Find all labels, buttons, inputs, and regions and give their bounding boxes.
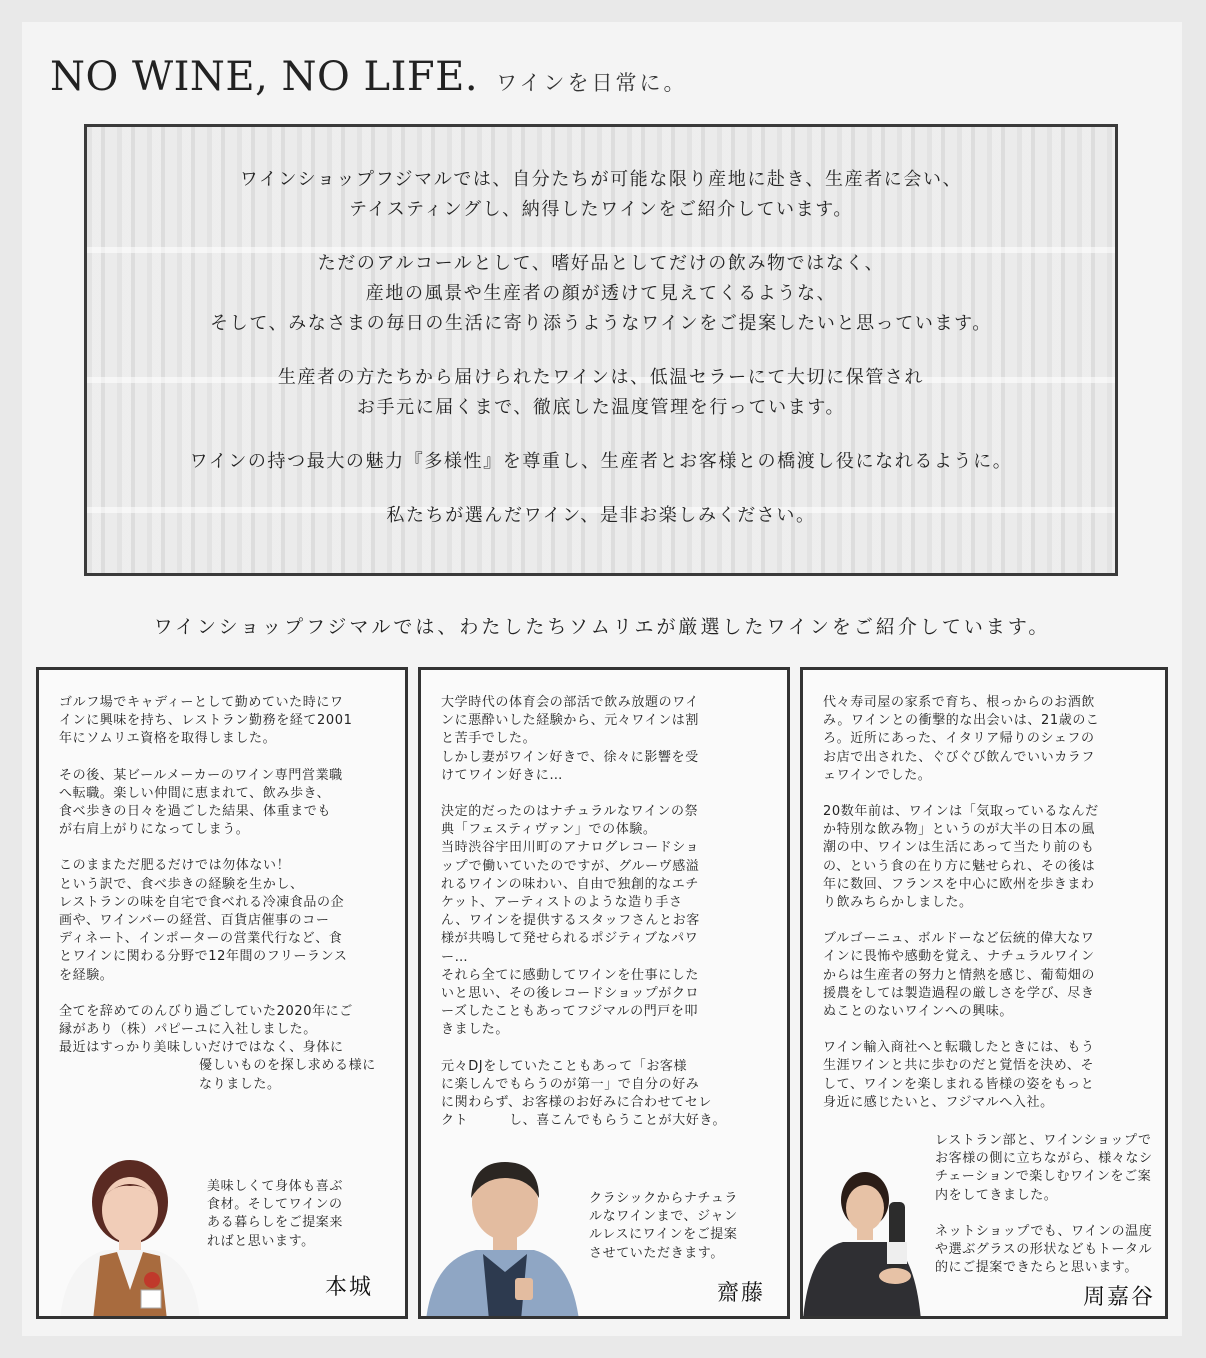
- caption-line: ルなワインまで、ジャン: [589, 1209, 738, 1225]
- intro-paragraph: [87, 363, 1115, 423]
- staff-caption: [207, 1178, 343, 1251]
- bio-line: れるワインの味わい、自由で独創的なエチ: [441, 876, 700, 892]
- intro-line: 私たちが選んだワイン、是非お楽しみください。: [386, 505, 816, 526]
- intro-line: お手元に届くまで、徹底した温度管理を行っています。: [356, 397, 846, 418]
- staff-name: 周嘉谷: [1083, 1285, 1156, 1310]
- bio-line: ゴルフ場でキャディーとして勤めていた時にワ: [59, 695, 344, 710]
- section-heading: ワインショップフジマルでは、わたしたちソムリエが厳選したワインをご紹介しています。: [153, 616, 1051, 638]
- intro-line: ただのアルコールとして、嗜好品としてだけの飲み物ではなく、: [317, 253, 885, 274]
- bio-paragraph: [59, 694, 387, 749]
- bio-line: 元々DJをしていたこともあって「お客様: [441, 1058, 688, 1074]
- intro-line: そして、みなさまの毎日の生活に寄り添うようなワインをご提案したいと思っています。: [210, 313, 992, 334]
- bio-line: 生涯ワインと共に歩むのだと覚悟を決め、そ: [823, 1058, 1095, 1074]
- bio-line: 食べ歩きの日々を過ごした結果、体重までも: [59, 804, 332, 820]
- bio-line: ディネート、インポーターの営業代行など、食: [59, 931, 343, 947]
- caption-line: クラシックからナチュラ: [589, 1191, 738, 1206]
- bio-line: 当時渋谷宇田川町のアナログレコードショ: [441, 840, 700, 856]
- caption-line: お客様の側に立ちながら、様々なシ: [935, 1151, 1153, 1167]
- intro-text: [87, 165, 1115, 555]
- bio-paragraph: [823, 694, 1147, 785]
- bio-line: 決定的だったのはナチュラルなワインの祭: [441, 804, 699, 820]
- bio-line: ろ。近所にあった、イタリア帰りのシェフの: [823, 731, 1095, 747]
- caption-line: させていただきます。: [589, 1245, 724, 1261]
- bio-line: 代々寿司屋の家系で育ち、根っからのお酒飲: [823, 695, 1096, 710]
- bio-line: が右肩上がりになってしまう。: [59, 822, 250, 838]
- staff-name: 齋藤: [717, 1281, 766, 1306]
- bio-line: ー…: [441, 949, 469, 965]
- bio-line: に楽しんでもらうのが第一」で自分の好み: [441, 1076, 700, 1092]
- bio-line: それら全てに感動してワインを仕事にした: [441, 967, 700, 983]
- bio-line: 潮の中、ワインは生活にあって当たり前のも: [823, 840, 1095, 856]
- bio-line: とワインに関わる分野で12年間のフリーランス: [59, 949, 348, 965]
- bio-line: り飲みちらかしました。: [823, 895, 973, 911]
- bio-line: ップで働いていたのですが、グルーヴ感溢: [441, 858, 700, 874]
- bio-paragraph: [59, 857, 387, 984]
- bio-line: 縁があり（株）パピーユに入社しました。: [59, 1022, 317, 1038]
- bio-line: 大学時代の体育会の部活で飲み放題のワイ: [441, 695, 700, 710]
- bio-line: その後、某ビールメーカーのワイン専門営業職: [59, 767, 343, 783]
- bio-line: ん、ワインを提供するスタッフさんとお客: [441, 913, 700, 929]
- intro-box: [84, 124, 1118, 576]
- caption-line: チェーションで楽しむワインをご案: [935, 1169, 1152, 1185]
- caption-line: ある暮らしをご提案来: [207, 1215, 344, 1231]
- bio-line: ブルゴーニュ、ボルドーなど伝統的偉大なワ: [823, 931, 1095, 947]
- bio-paragraph: [823, 930, 1147, 1021]
- caption-line: 的にご提案できたらと思います。: [935, 1260, 1138, 1276]
- bio-paragraph: [823, 803, 1147, 912]
- caption-line: や選ぶグラスの形状などもトータル: [935, 1242, 1153, 1258]
- header: [50, 54, 687, 100]
- intro-paragraph: [87, 249, 1115, 339]
- caption-line: ルレスにワインをご提案: [589, 1227, 738, 1243]
- staff-caption: [935, 1132, 1153, 1277]
- caption-line: 美味しくて身体も喜ぶ: [207, 1179, 344, 1194]
- bio-line: なりました。: [199, 1076, 281, 1092]
- intro-line: ワインショップフジマルでは、自分たちが可能な限り産地に赴き、生産者に会い、: [239, 169, 963, 190]
- caption-line: [935, 1205, 1153, 1223]
- bio-line: 画や、ワインバーの経営、百貨店催事のコー: [59, 913, 330, 929]
- bio-line: ーズしたこともあってフジマルの門戸を叩: [441, 1004, 699, 1020]
- bio-line: み。ワインとの衝撃的な出会いは、21歳のこ: [823, 713, 1100, 729]
- bio-line: 年に数回、フランスを中心に欧州を歩きまわ: [823, 876, 1095, 892]
- bio-line: いと思い、その後レコードショップがクロ: [441, 986, 700, 1002]
- bio-paragraph: [441, 1058, 769, 1131]
- bio-paragraph: [59, 1003, 387, 1058]
- page: [22, 22, 1182, 1336]
- intro-line: 産地の風景や生産者の顔が透けて見えてくるような、: [365, 283, 837, 304]
- bio-line: 20数年前は、ワインは「気取っているなんだ: [823, 804, 1099, 820]
- bio-line: ェワインでした。: [823, 767, 932, 783]
- bio-line: ぬことのないワインへの興味。: [823, 1004, 1014, 1020]
- bio-line: けてワイン好きに…: [441, 767, 564, 783]
- bio-line: インに興味を持ち、レストラン勤務を経て2001: [59, 713, 353, 729]
- staff-card-sugaya: [800, 667, 1168, 1319]
- bio-line: 身近に感じたいと、フジマルへ入社。: [823, 1094, 1054, 1110]
- bio-line: 年にソムリエ資格を取得しました。: [59, 731, 277, 747]
- bio-line: ンに悪酔いした経験から、元々ワインは割: [441, 713, 700, 729]
- bio-paragraph: [441, 803, 769, 1040]
- intro-line: テイスティングし、納得したワインをご紹介しています。: [348, 199, 854, 220]
- bio-paragraph: [823, 1039, 1147, 1112]
- bio-line: きました。: [441, 1022, 510, 1038]
- bio-line: を経験。: [59, 967, 114, 983]
- staff-caption: [589, 1190, 738, 1263]
- staff-card-honjo: [36, 667, 408, 1319]
- bio-paragraph: [59, 767, 387, 840]
- bio-line: ワイン輸入商社へと転職したときには、もう: [823, 1040, 1095, 1056]
- bio-line: と苦手でした。: [441, 731, 537, 747]
- bio-line: 全てを辞めてのんびり過ごしていた2020年にご: [59, 1003, 353, 1019]
- intro-paragraph: [87, 165, 1115, 225]
- bio-line: の、という食の在り方に魅せられ、その後は: [823, 858, 1096, 874]
- bio-line: 典「フェスティヴァン」での体験。: [441, 822, 657, 838]
- staff-card-saito: [418, 667, 790, 1319]
- page-title: NO WINE, NO LIFE.: [50, 54, 479, 100]
- staff-name: 本城: [325, 1275, 374, 1300]
- staff-photo-saito: [421, 1150, 581, 1319]
- bio-line: インに畏怖や感動を覚え、ナチュラルワイン: [823, 949, 1095, 965]
- caption-line: ネットショップでも、ワインの温度: [935, 1223, 1153, 1239]
- staff-bio: [441, 694, 769, 1148]
- bio-line: 最近はすっかり美味しいだけではなく、身体に: [59, 1040, 344, 1056]
- bio-line: 優しいものを探し求める様に: [199, 1058, 376, 1074]
- staff-photo-honjo: [45, 1140, 215, 1319]
- bio-line: しかし妻がワイン好きで、徐々に影響を受: [441, 749, 699, 765]
- bio-line: して、ワインを楽しまれる皆様の姿をもっと: [823, 1076, 1095, 1092]
- bio-line: クト し、喜こんでもらうことが大好き。: [441, 1113, 727, 1129]
- bio-line: レストランの味を自宅で食べれる冷凍食品の企: [59, 894, 345, 910]
- bio-line: お店で出された、ぐびぐび飲んでいいカラフ: [823, 749, 1096, 765]
- page-subtitle: ワインを日常に。: [496, 71, 688, 95]
- caption-line: 内をしてきました。: [935, 1187, 1058, 1203]
- bio-line: ケット、アーティストのような造り手さ: [441, 895, 683, 911]
- bio-line: という訳で、食べ歩きの経験を生かし、: [59, 876, 304, 892]
- bio-line: に関わらず、お客様のお好みに合わせてセレ: [441, 1095, 712, 1111]
- intro-line: 生産者の方たちから届けられたワインは、低温セラーにて大切に保管され: [277, 367, 925, 388]
- bio-line: 援農をしては製造過程の厳しさを学び、尽き: [823, 985, 1095, 1001]
- caption-line: レストラン部と、ワインショップで: [935, 1133, 1152, 1148]
- staff-bio: [59, 694, 387, 1094]
- bio-line: このままただ肥るだけでは勿体ない！: [59, 858, 291, 874]
- staff-bio: [823, 694, 1147, 1130]
- bio-line: 様が共鳴して発せられるポジティブなパワ: [441, 931, 699, 947]
- intro-line: ワインの持つ最大の魅力『多様性』を尊重し、生産者とお客様との橋渡し役になれるように。: [189, 451, 1013, 472]
- bio-paragraph: [441, 694, 769, 785]
- intro-paragraph: [87, 447, 1115, 477]
- staff-photo-sugaya: [803, 1158, 943, 1319]
- bio-line: からは生産者の努力と情熱を感じ、葡萄畑の: [823, 967, 1096, 983]
- caption-line: 食材。そしてワインの: [207, 1197, 343, 1213]
- bio-line: か特別な飲み物」というのが大半の日本の風: [823, 822, 1096, 838]
- intro-paragraph: [87, 501, 1115, 531]
- caption-line: ればと思います。: [207, 1233, 315, 1249]
- bio-line: へ転職。楽しい仲間に恵まれて、飲み歩き、: [59, 785, 331, 801]
